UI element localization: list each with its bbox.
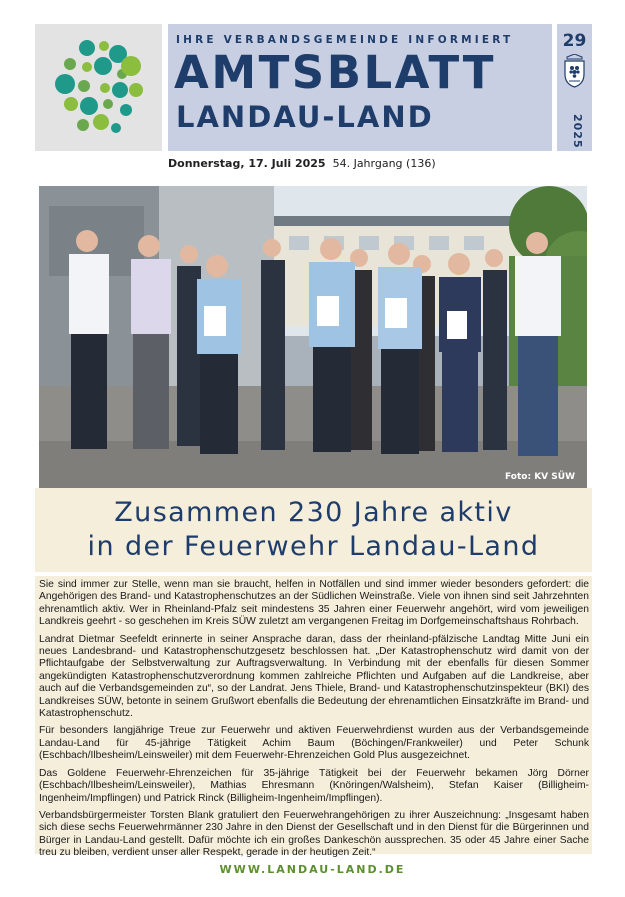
issue-year: 2025 xyxy=(571,114,584,149)
article-paragraph: Sie sind immer zur Stelle, wenn man sie braucht, helfen in Notfällen und sind immer wieder besonders gefordert: die Angehörigen des Brand- und Katastrophenschutzes an der Südlichen Weinstraße. Viele von ihnen sind seit Jahrzehnten ehrenamtlich aktiv. Wer in Rheinland-Pfalz seit mindestens 35 Jahren einer Feuerwehr angehört, wird vom jeweiligen Landkreis geehrt - so geschehen im Kreis SÜW zuletzt am vergangenen Freitag im Dorfgemeinschaftshaus Rohrbach. xyxy=(39,579,589,628)
article-body xyxy=(39,579,589,865)
masthead xyxy=(168,24,552,151)
issue-box xyxy=(557,24,592,151)
article-box xyxy=(35,576,592,859)
group-photo-icon xyxy=(39,186,587,488)
masthead-tagline: IHRE VERBANDSGEMEINDE INFORMIERT xyxy=(176,34,514,46)
issue-number: 29 xyxy=(562,31,587,51)
headline-line-2: in der Feuerwehr Landau-Land xyxy=(87,531,540,562)
article-paragraph: Landrat Dietmar Seefeldt erinnerte in seiner Ansprache daran, dass der rheinland-pfälzische Landtag Mitte Juni ein neues Landesbrand- und Katastrophenschutzgesetz beschlossen hat. „Der Katastrophenschutz wird damit von der Pflichtaufgabe der Selbstverwaltung zur Auftragsverwaltung. In Verbindung mit der ebenfalls für diesen Sommer angekündigten Katastrophenschutzverordnung kommen zahlreiche Pflichten und Aufgaben auf die Landkreise, aber auch auf die Verbandsgemeinden zu“, so der Landrat. Jens Thiele, Brand- und Katastrophenschutzinspekteur (BKI) des Landkreises SÜW, betonte in seinem Grußwort ebenfalls die Bedeutung der ehrenamtlichen Einsatzkräfte im Brand- und Katastrophenschutz. xyxy=(39,633,589,720)
headline-line-1: Zusammen 230 Jahre aktiv xyxy=(114,497,513,528)
dateline xyxy=(168,157,436,170)
cover-photo xyxy=(39,186,587,488)
photo-credit: Foto: KV SÜW xyxy=(505,472,575,482)
masthead-title: AMTSBLATT xyxy=(174,46,496,99)
article-paragraph: Das Goldene Feuerwehr-Ehrenzeichen für 35-jährige Tätigkeit bei der Feuerwehr bekamen Jörg Dörner (Eschbach/Ilbesheim/Leinsweiler), Mathias Ehresmann (Knöringen/Walsheim), Stefan Kaiser (Billigheim-Ingenheim/Impflingen) und Patrick Rinck (Billigheim-Ingenheim/Impflingen). xyxy=(39,767,589,804)
headline-box xyxy=(35,488,592,572)
article-paragraph: Für besonders langjährige Treue zur Feuerwehr und aktiven Feuerwehrdienst wurden aus der Verbandsgemeinde Landau-Land für 45-jährige Tätigkeit Achim Baum (Böchingen/Frankweiler) und Peter Schunk (Eschbach/Ilbesheim/Leinsweiler) mit dem Feuerwehr-Ehrenzeichen Gold Plus ausgezeichnet. xyxy=(39,725,589,762)
logo xyxy=(35,24,162,151)
issue-edition: 54. Jahrgang (136) xyxy=(332,157,436,170)
coat-of-arms-icon xyxy=(563,54,586,88)
masthead-subtitle: LANDAU-LAND xyxy=(176,100,434,134)
issue-date: Donnerstag, 17. Juli 2025 xyxy=(168,157,326,170)
article-paragraph: Verbandsbürgermeister Torsten Blank gratuliert den Feuerwehrangehörigen zu ihrer Auszeichnung: „Insgesamt haben sich diese sechs Feuerwehrmänner 230 Jahre in den Dienst der Gesellschaft und in den Dienst für die Bürgerinnen und Bürger in Landau-Land gestellt. Dafür möchte ich ein großes Dankeschön aussprechen. 35 oder 45 Jahre einer Sache treu zu bleiben, verdient unser aller Respekt, gerade in der heutigen Zeit.“ xyxy=(39,809,589,859)
dot-cluster-logo-icon xyxy=(35,24,162,151)
footer-website-link[interactable]: WWW.LANDAU-LAND.DE xyxy=(219,863,406,876)
